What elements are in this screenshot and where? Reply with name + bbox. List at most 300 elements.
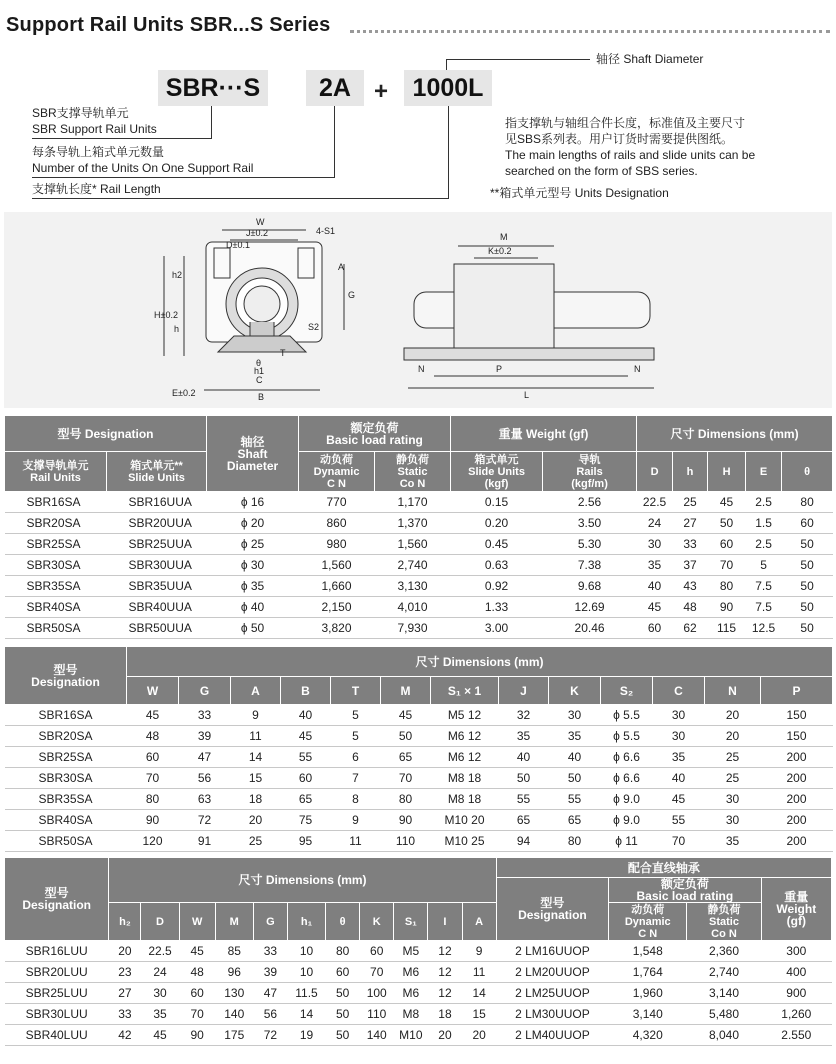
table-cell: 22.5 bbox=[141, 941, 179, 962]
table-cell: 35 bbox=[499, 726, 549, 747]
table-cell: 65 bbox=[549, 810, 601, 831]
table-row bbox=[5, 618, 833, 639]
t2-col-header: S₂ bbox=[601, 677, 653, 705]
table-cell: 45 bbox=[637, 597, 673, 618]
table-cell: 55 bbox=[499, 789, 549, 810]
label-H: H±0.2 bbox=[154, 310, 178, 320]
table-cell: 100 bbox=[360, 983, 394, 1004]
t1-wslide-header: 箱式单元 Slide Units (kgf) bbox=[451, 452, 543, 492]
label-D: D±0.1 bbox=[226, 240, 250, 250]
t3-sta-header: 静负荷 Static Co N bbox=[687, 903, 761, 941]
table-cell: 11 bbox=[231, 726, 281, 747]
t3-body bbox=[5, 941, 832, 1046]
table-row bbox=[5, 747, 833, 768]
t3-dyn-header: 动负荷 Dynamic C N bbox=[609, 903, 687, 941]
t1-load-header: 额定负荷 Basic load rating bbox=[299, 416, 451, 452]
table-row bbox=[5, 534, 833, 555]
table-cell: 300 bbox=[761, 941, 831, 962]
table-cell: 11 bbox=[331, 831, 381, 852]
t3-col-header: θ bbox=[326, 903, 360, 941]
table-cell: 140 bbox=[360, 1025, 394, 1046]
table-cell: 65 bbox=[281, 789, 331, 810]
unit-callout-en: SBR Support Rail Units bbox=[32, 122, 157, 136]
table-cell: 19 bbox=[287, 1025, 325, 1046]
housing-side bbox=[454, 264, 554, 348]
table-cell: 115 bbox=[708, 618, 746, 639]
table-cell: 90 bbox=[708, 597, 746, 618]
table-cell: 20 bbox=[462, 1025, 496, 1046]
table-cell: 0.20 bbox=[451, 513, 543, 534]
table-cell: 47 bbox=[179, 747, 231, 768]
table-cell: 30 bbox=[705, 789, 761, 810]
t3-col-header: G bbox=[253, 903, 287, 941]
label-A: A bbox=[338, 262, 345, 272]
table-cell: 50 bbox=[782, 555, 833, 576]
title-divider bbox=[350, 30, 830, 33]
t2-col-header: J bbox=[499, 677, 549, 705]
table-cell: 35 bbox=[637, 555, 673, 576]
table-cell: 65 bbox=[499, 810, 549, 831]
table-cell: ϕ 50 bbox=[207, 618, 299, 639]
shaft-line-v bbox=[446, 59, 447, 70]
table-cell: 0.15 bbox=[451, 492, 543, 513]
table-cell: 2,150 bbox=[299, 597, 375, 618]
table-cell: ϕ 40 bbox=[207, 597, 299, 618]
table-cell: 2,740 bbox=[687, 962, 761, 983]
t3-col-header: M bbox=[215, 903, 253, 941]
t1-shaft-header: 轴径 Shaft Diameter bbox=[207, 416, 299, 492]
table-cell: 33 bbox=[253, 941, 287, 962]
table-cell: 12.69 bbox=[543, 597, 637, 618]
designation-note: **箱式单元型号 Units Designation bbox=[490, 186, 669, 200]
table-cell: 72 bbox=[179, 810, 231, 831]
table-cell: 60 bbox=[637, 618, 673, 639]
table-cell: SBR30UUA bbox=[107, 555, 207, 576]
table-row bbox=[5, 555, 833, 576]
table-cell: 860 bbox=[299, 513, 375, 534]
label-N: N bbox=[418, 364, 425, 374]
table-cell: 1,560 bbox=[375, 534, 451, 555]
table-cell: ϕ 20 bbox=[207, 513, 299, 534]
table-cell: 0.45 bbox=[451, 534, 543, 555]
table-cell: 50 bbox=[549, 768, 601, 789]
table-cell: M5 12 bbox=[431, 705, 499, 726]
count-callout-cn: 每条导轨上箱式单元数量 bbox=[32, 145, 165, 159]
code-plus: + bbox=[374, 78, 389, 105]
part-code-diagram bbox=[0, 50, 836, 210]
table-cell: 10 bbox=[287, 962, 325, 983]
table-cell: 12 bbox=[428, 983, 462, 1004]
table-cell: 33 bbox=[109, 1004, 141, 1025]
table-cell: 3,820 bbox=[299, 618, 375, 639]
table-cell: 11 bbox=[462, 962, 496, 983]
table-cell: 50 bbox=[782, 534, 833, 555]
table-cell: SBR25SA bbox=[5, 534, 107, 555]
table-cell: 10 bbox=[287, 941, 325, 962]
table-cell: 20 bbox=[705, 726, 761, 747]
table-cell: 2.5 bbox=[746, 534, 782, 555]
table-cell: 60 bbox=[179, 983, 215, 1004]
length-callout: 支撑轨长度* Rail Length bbox=[32, 182, 161, 196]
table-cell: 30 bbox=[141, 983, 179, 1004]
table-cell: 20 bbox=[109, 941, 141, 962]
t3-dims-header: 尺寸 Dimensions (mm) bbox=[109, 858, 496, 903]
t3-col-header: h₂ bbox=[109, 903, 141, 941]
t3-bearing-header: 配合直线轴承 bbox=[496, 858, 831, 878]
table-cell: 1,170 bbox=[375, 492, 451, 513]
table-cell: 12 bbox=[428, 962, 462, 983]
table-cell: 25 bbox=[673, 492, 708, 513]
table-cell: 50 bbox=[782, 576, 833, 597]
table-cell: SBR35SA bbox=[5, 789, 127, 810]
table-cell: 96 bbox=[215, 962, 253, 983]
table-cell: M10 20 bbox=[431, 810, 499, 831]
table-cell: 1,960 bbox=[609, 983, 687, 1004]
table-cell: ϕ 16 bbox=[207, 492, 299, 513]
table-cell: 0.63 bbox=[451, 555, 543, 576]
table-cell: ϕ 5.5 bbox=[601, 705, 653, 726]
table-cell: 33 bbox=[673, 534, 708, 555]
table-cell: M8 18 bbox=[431, 789, 499, 810]
table-cell: 200 bbox=[761, 747, 833, 768]
label-T: T bbox=[280, 348, 286, 358]
count-callout-en: Number of the Units On One Support Rail bbox=[32, 161, 254, 175]
rail-units-table bbox=[4, 415, 833, 639]
table-cell: 1,260 bbox=[761, 1004, 831, 1025]
table-cell: 2 LM25UUOP bbox=[496, 983, 608, 1004]
unit-line-v bbox=[211, 106, 212, 139]
table-cell: 50 bbox=[782, 618, 833, 639]
table-cell: 50 bbox=[708, 513, 746, 534]
table-cell: 80 bbox=[381, 789, 431, 810]
t2-col-header: B bbox=[281, 677, 331, 705]
table-cell: 85 bbox=[215, 941, 253, 962]
table-cell: 24 bbox=[637, 513, 673, 534]
table-cell: 30 bbox=[653, 726, 705, 747]
t3-designation-header: 型号 Designation bbox=[5, 858, 109, 941]
table-cell: 1.33 bbox=[451, 597, 543, 618]
label-h1: h1 bbox=[254, 366, 265, 376]
table-cell: 60 bbox=[708, 534, 746, 555]
label-K: K±0.2 bbox=[488, 246, 512, 256]
code-model: SBR···S bbox=[158, 70, 268, 106]
table-cell: 8 bbox=[331, 789, 381, 810]
t2-col-header: C bbox=[653, 677, 705, 705]
table-cell: 4,320 bbox=[609, 1025, 687, 1046]
t3-bdesig-header: 型号 Designation bbox=[496, 878, 608, 941]
table-cell: 75 bbox=[281, 810, 331, 831]
t3-weight-header: 重量 Weight (gf) bbox=[761, 878, 831, 941]
table-cell: 80 bbox=[708, 576, 746, 597]
table-cell: 45 bbox=[127, 705, 179, 726]
t2-col-header: K bbox=[549, 677, 601, 705]
table-cell: 2 LM20UUOP bbox=[496, 962, 608, 983]
table-cell: 48 bbox=[673, 597, 708, 618]
table-row bbox=[5, 705, 833, 726]
note-cn-1: 指支撑轨与轴组合件长度，标准值及主要尺寸 bbox=[505, 116, 746, 130]
table-cell: 55 bbox=[653, 810, 705, 831]
label-E: E±0.2 bbox=[172, 388, 196, 398]
label-M: M bbox=[500, 232, 508, 242]
t1-body bbox=[5, 492, 833, 639]
table-cell: 50 bbox=[499, 768, 549, 789]
t2-col-header: G bbox=[179, 677, 231, 705]
table-cell: M8 bbox=[394, 1004, 428, 1025]
table-cell: 30 bbox=[653, 705, 705, 726]
table-cell: 150 bbox=[761, 726, 833, 747]
table-cell: 3,130 bbox=[375, 576, 451, 597]
table-cell: ϕ 35 bbox=[207, 576, 299, 597]
table-cell: 50 bbox=[326, 983, 360, 1004]
table-cell: 9 bbox=[331, 810, 381, 831]
table-cell: 25 bbox=[705, 747, 761, 768]
table-cell: 12.5 bbox=[746, 618, 782, 639]
t1-h-header: h bbox=[673, 452, 708, 492]
table-cell: 9.68 bbox=[543, 576, 637, 597]
table-cell: 1,764 bbox=[609, 962, 687, 983]
table-cell: 27 bbox=[673, 513, 708, 534]
table-cell: 40 bbox=[549, 747, 601, 768]
table-cell: 3.00 bbox=[451, 618, 543, 639]
table-cell: 60 bbox=[281, 768, 331, 789]
table-cell: 40 bbox=[653, 768, 705, 789]
table-cell: 2.56 bbox=[543, 492, 637, 513]
table-cell: SBR16LUU bbox=[5, 941, 109, 962]
t1-wrail-header: 导轨 Rails (kgf/m) bbox=[543, 452, 637, 492]
table-cell: SBR16SA bbox=[5, 492, 107, 513]
table-cell: M6 bbox=[394, 983, 428, 1004]
table-cell: SBR40UUA bbox=[107, 597, 207, 618]
table-cell: 1.5 bbox=[746, 513, 782, 534]
table-cell: 7.5 bbox=[746, 597, 782, 618]
label-G: G bbox=[348, 290, 356, 300]
table-cell: 45 bbox=[141, 1025, 179, 1046]
table-cell: 70 bbox=[360, 962, 394, 983]
table-cell: 40 bbox=[499, 747, 549, 768]
table-cell: 50 bbox=[326, 1004, 360, 1025]
unit-callout-cn: SBR支撑导轨单元 bbox=[32, 106, 129, 120]
table-cell: 70 bbox=[708, 555, 746, 576]
table-cell: M8 18 bbox=[431, 768, 499, 789]
code-length: 1000L bbox=[404, 70, 492, 106]
table-cell: 7,930 bbox=[375, 618, 451, 639]
table-cell: 7.38 bbox=[543, 555, 637, 576]
note-cn-2: 见SBS系列表。用户订货时需要提供图纸。 bbox=[505, 132, 734, 146]
table-row bbox=[5, 941, 832, 962]
table-cell: 60 bbox=[127, 747, 179, 768]
table-cell: SBR25UUA bbox=[107, 534, 207, 555]
table-cell: 91 bbox=[179, 831, 231, 852]
label-N2: N bbox=[634, 364, 641, 374]
table-cell: 20.46 bbox=[543, 618, 637, 639]
table-cell: 35 bbox=[705, 831, 761, 852]
table-cell: 15 bbox=[462, 1004, 496, 1025]
label-C: C bbox=[256, 375, 263, 385]
table-cell: 43 bbox=[673, 576, 708, 597]
t1-dynamic-header: 动负荷 Dynamic C N bbox=[299, 452, 375, 492]
table-cell: 27 bbox=[109, 983, 141, 1004]
table-cell: 5 bbox=[331, 726, 381, 747]
t2-dims-header: 尺寸 Dimensions (mm) bbox=[127, 647, 833, 677]
t2-col-header: M bbox=[381, 677, 431, 705]
table-cell: 70 bbox=[127, 768, 179, 789]
table-cell: M6 12 bbox=[431, 747, 499, 768]
table-cell: 80 bbox=[326, 941, 360, 962]
table-cell: SBR35UUA bbox=[107, 576, 207, 597]
table-cell: 3,140 bbox=[687, 983, 761, 1004]
table-cell: ϕ 6.6 bbox=[601, 747, 653, 768]
t1-static-header: 静负荷 Static Co N bbox=[375, 452, 451, 492]
label-h2: h2 bbox=[172, 270, 183, 280]
label-J: J±0.2 bbox=[246, 228, 268, 238]
table-cell: 50 bbox=[326, 1025, 360, 1046]
table-row bbox=[5, 962, 832, 983]
table-cell: 45 bbox=[281, 726, 331, 747]
table-cell: 1,370 bbox=[375, 513, 451, 534]
t2-col-header: P bbox=[761, 677, 833, 705]
label-W: W bbox=[256, 217, 265, 227]
table-cell: 39 bbox=[179, 726, 231, 747]
table-cell: 3.50 bbox=[543, 513, 637, 534]
table-cell: 56 bbox=[253, 1004, 287, 1025]
table-cell: 6 bbox=[331, 747, 381, 768]
table-cell: 65 bbox=[381, 747, 431, 768]
t3-col-header: D bbox=[141, 903, 179, 941]
table-cell: 22.5 bbox=[637, 492, 673, 513]
t3-load-header: 额定负荷 Basic load rating bbox=[609, 878, 762, 903]
table-cell: 2 LM16UUOP bbox=[496, 941, 608, 962]
table-row bbox=[5, 789, 833, 810]
table-cell: 200 bbox=[761, 768, 833, 789]
table-cell: 25 bbox=[231, 831, 281, 852]
label-theta: θ bbox=[256, 358, 262, 368]
t2-col-header: A bbox=[231, 677, 281, 705]
table-cell: 770 bbox=[299, 492, 375, 513]
table-cell: 70 bbox=[381, 768, 431, 789]
table-cell: SBR25SA bbox=[5, 747, 127, 768]
luu-units-table bbox=[4, 857, 832, 1046]
length-line-v bbox=[448, 106, 449, 199]
table-cell: 30 bbox=[549, 705, 601, 726]
table-cell: M10 bbox=[394, 1025, 428, 1046]
table-cell: 1,560 bbox=[299, 555, 375, 576]
table-cell: 14 bbox=[287, 1004, 325, 1025]
technical-drawings bbox=[4, 212, 832, 408]
rail-side bbox=[404, 348, 654, 360]
table-cell: 4,010 bbox=[375, 597, 451, 618]
table-cell: 40 bbox=[637, 576, 673, 597]
table-cell: 42 bbox=[109, 1025, 141, 1046]
table-cell: 1,660 bbox=[299, 576, 375, 597]
table-row bbox=[5, 831, 833, 852]
table-cell: 80 bbox=[127, 789, 179, 810]
drawing-svg bbox=[4, 212, 832, 408]
table-cell: SBR16UUA bbox=[107, 492, 207, 513]
label-S2: S2 bbox=[308, 322, 320, 332]
table-cell: ϕ 25 bbox=[207, 534, 299, 555]
table-row bbox=[5, 1025, 832, 1046]
t2-designation-header: 型号 Designation bbox=[5, 647, 127, 705]
code-units: 2A bbox=[306, 70, 364, 106]
table-cell: ϕ 11 bbox=[601, 831, 653, 852]
t1-slide-header: 箱式单元** Slide Units bbox=[107, 452, 207, 492]
table-cell: SBR50SA bbox=[5, 831, 127, 852]
unit-line-h bbox=[32, 138, 212, 139]
table-cell: SBR50UUA bbox=[107, 618, 207, 639]
table-cell: 5 bbox=[331, 705, 381, 726]
rail-base bbox=[218, 336, 306, 352]
t3-col-header: I bbox=[428, 903, 462, 941]
table-cell: 63 bbox=[179, 789, 231, 810]
table-cell: SBR30LUU bbox=[5, 1004, 109, 1025]
table-cell: 45 bbox=[381, 705, 431, 726]
table-cell: 32 bbox=[499, 705, 549, 726]
label-P: P bbox=[496, 364, 503, 374]
table-cell: 20 bbox=[428, 1025, 462, 1046]
table-cell: 175 bbox=[215, 1025, 253, 1046]
table-cell: 35 bbox=[141, 1004, 179, 1025]
table-row bbox=[5, 513, 833, 534]
table-cell: 5 bbox=[746, 555, 782, 576]
table-cell: 33 bbox=[179, 705, 231, 726]
t3-col-header: S₁ bbox=[394, 903, 428, 941]
table-cell: 55 bbox=[549, 789, 601, 810]
table-cell: 3,140 bbox=[609, 1004, 687, 1025]
table-cell: 40 bbox=[281, 705, 331, 726]
table-cell: SBR20LUU bbox=[5, 962, 109, 983]
t1-E-header: E bbox=[746, 452, 782, 492]
table-cell: ϕ 30 bbox=[207, 555, 299, 576]
table-cell: 9 bbox=[231, 705, 281, 726]
table-cell: 37 bbox=[673, 555, 708, 576]
table-cell: 12 bbox=[428, 941, 462, 962]
table-cell: 56 bbox=[179, 768, 231, 789]
table-cell: 60 bbox=[782, 513, 833, 534]
table-cell: 2.5 bbox=[746, 492, 782, 513]
table-cell: 150 bbox=[761, 705, 833, 726]
table-cell: M6 12 bbox=[431, 726, 499, 747]
page-title: Support Rail Units SBR...S Series bbox=[6, 14, 331, 36]
table-cell: 140 bbox=[215, 1004, 253, 1025]
table-cell: 2.550 bbox=[761, 1025, 831, 1046]
label-L: L bbox=[524, 390, 530, 400]
table-row bbox=[5, 810, 833, 831]
table-cell: 94 bbox=[499, 831, 549, 852]
table-cell: 72 bbox=[253, 1025, 287, 1046]
table-cell: 95 bbox=[281, 831, 331, 852]
table-cell: SBR50SA bbox=[5, 618, 107, 639]
table-cell: 900 bbox=[761, 983, 831, 1004]
table-row bbox=[5, 1004, 832, 1025]
count-line-v bbox=[334, 106, 335, 178]
table-cell: SBR20SA bbox=[5, 513, 107, 534]
table-cell: 20 bbox=[705, 705, 761, 726]
t1-dims-header: 尺寸 Dimensions (mm) bbox=[637, 416, 833, 452]
table-cell: 18 bbox=[428, 1004, 462, 1025]
table-cell: 45 bbox=[653, 789, 705, 810]
table-cell: 9 bbox=[462, 941, 496, 962]
table-cell: 2,360 bbox=[687, 941, 761, 962]
table-cell: 200 bbox=[761, 831, 833, 852]
t2-col-header: N bbox=[705, 677, 761, 705]
count-line-h bbox=[32, 177, 335, 178]
table-cell: 25 bbox=[705, 768, 761, 789]
table-cell: 400 bbox=[761, 962, 831, 983]
t3-col-header: K bbox=[360, 903, 394, 941]
table-cell: 70 bbox=[653, 831, 705, 852]
table-row bbox=[5, 492, 833, 513]
note-en-2: searched on the form of SBS series. bbox=[505, 164, 698, 178]
